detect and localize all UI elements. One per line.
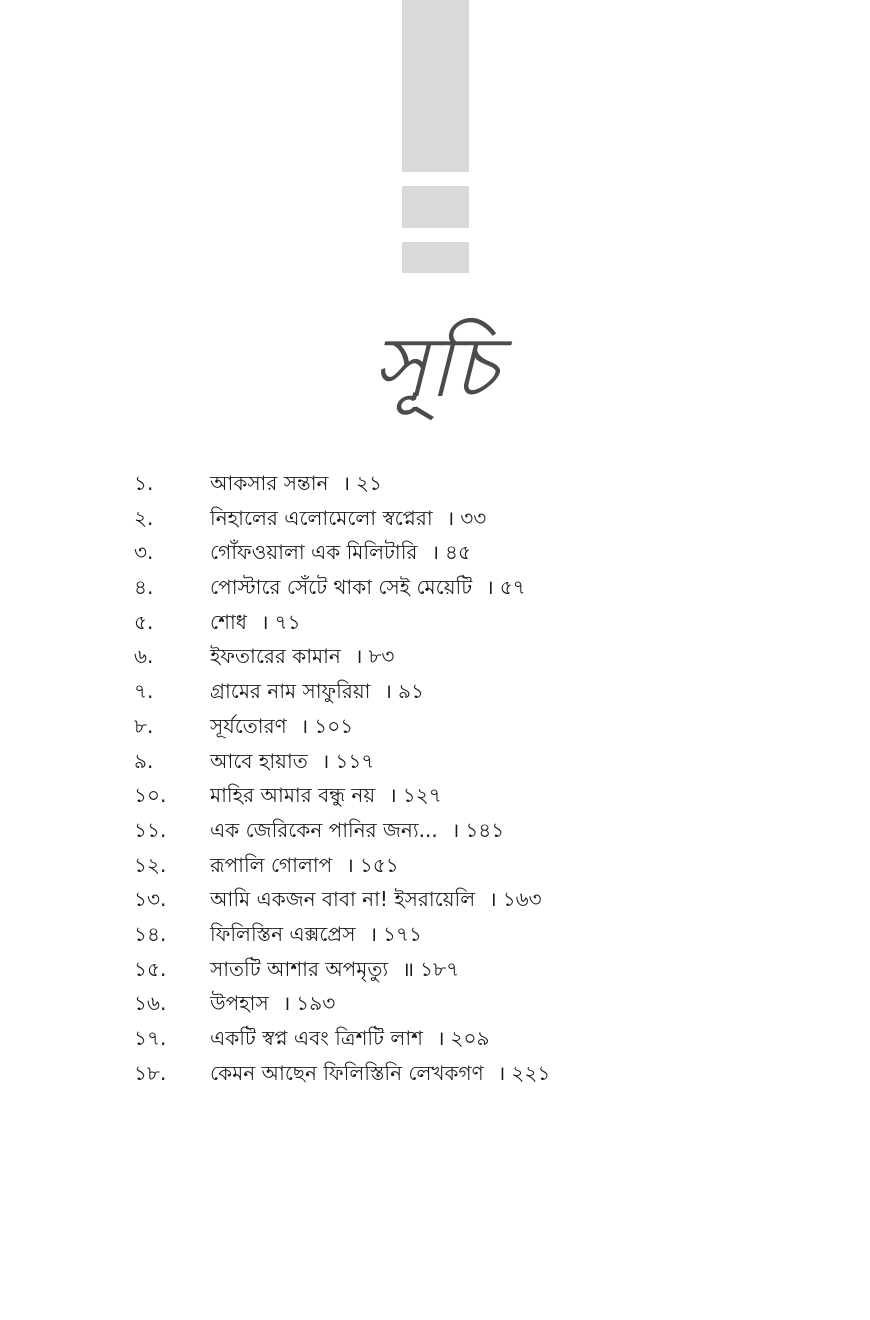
toc-entry-page-number: ৮৩: [368, 644, 395, 669]
toc-entry-number: ১৬.: [134, 991, 167, 1016]
toc-entry-number: ১.: [134, 471, 154, 495]
toc-entry-number: ১৮.: [134, 1060, 167, 1085]
toc-entry-separator: ।: [446, 505, 455, 530]
toc-entry: [134, 882, 834, 917]
table-of-contents: [134, 466, 834, 1090]
page-title: সূচি: [372, 318, 498, 416]
toc-entry: [134, 986, 834, 1021]
toc-entry-title: কেমন আছেন ফিলিস্তিনি লেখকগণ: [210, 1060, 484, 1085]
toc-entry-page-number: ১৭১: [383, 921, 423, 946]
toc-entry-number: ১৪.: [134, 921, 167, 946]
toc-entry: [134, 535, 834, 570]
toc-entry-title: আমি একজন বাবা না! ইসরায়েলি: [210, 887, 476, 912]
toc-entry-number: ৬.: [134, 644, 154, 669]
toc-entry-separator: ।: [346, 852, 354, 877]
toc-entry: [134, 674, 834, 709]
toc-entry-page-number: ১০১: [314, 713, 354, 738]
toc-entry-separator: ।: [431, 540, 440, 565]
toc-entry-number: ১৫.: [134, 956, 167, 981]
toc-entry-title: আকসার সন্তান: [210, 471, 329, 495]
toc-entry: [134, 1056, 834, 1091]
toc-entry-separator: ।: [260, 609, 269, 634]
toc-entry-title: নিহালের এলোমেলো স্বপ্নেরা: [210, 505, 433, 530]
toc-entry-number: ৩.: [134, 540, 154, 565]
decorative-bar-top: [402, 0, 469, 172]
toc-entry-number: ১৭.: [134, 1026, 167, 1050]
toc-entry-separator: ।: [321, 748, 330, 773]
toc-entry-separator: ।: [384, 679, 393, 704]
toc-entry-number: ১১.: [134, 817, 167, 842]
toc-entry: [134, 952, 834, 987]
toc-entry-number: ৯.: [134, 748, 154, 773]
toc-entry: [134, 917, 834, 952]
toc-entry-title: শোধ: [210, 609, 247, 634]
toc-entry-separator: ।: [282, 991, 291, 1016]
toc-entry-title: ফিলিস্তিন এক্সপ্রেস: [210, 921, 356, 946]
toc-entry-separator: ।: [389, 783, 397, 808]
toc-entry-title: ইফতারের কামান: [210, 644, 341, 669]
toc-entry-page-number: ৯১: [398, 679, 424, 704]
toc-entry: [134, 848, 834, 883]
toc-entry-title: সাতটি আশার অপমৃত্যু: [210, 956, 389, 981]
toc-entry-number: ৪.: [134, 575, 154, 600]
toc-entry-page-number: ২০৯: [450, 1026, 490, 1050]
toc-entry-number: ৮.: [134, 713, 154, 738]
toc-entry-title: উপহাস: [210, 991, 269, 1016]
toc-entry-separator: ।: [497, 1060, 506, 1085]
toc-entry-separator: ।: [354, 644, 363, 669]
toc-entry-title: গোঁফওয়ালা এক মিলিটারি: [210, 540, 418, 565]
toc-entry-number: ৫.: [134, 609, 154, 634]
toc-entry-page-number: ৩৩: [460, 505, 487, 530]
toc-entry: [134, 639, 834, 674]
toc-entry-separator: ।: [369, 921, 378, 946]
toc-entry-number: ১০.: [134, 783, 167, 808]
toc-entry-page-number: ১৪১: [465, 817, 505, 842]
toc-entry: [134, 1021, 834, 1056]
toc-entry-title: আবে হায়াত: [210, 748, 308, 773]
toc-entry: [134, 466, 834, 501]
toc-entry-page-number: ১১৭: [335, 748, 375, 773]
decorative-bar-middle: [402, 186, 469, 228]
decorative-bar-bottom: [402, 242, 469, 273]
toc-entry-separator: ।: [489, 887, 497, 912]
toc-entry-separator: ।: [436, 1026, 445, 1050]
toc-entry-page-number: ২২১: [511, 1060, 551, 1085]
toc-entry: [134, 605, 834, 640]
toc-entry-separator: ।: [486, 575, 494, 600]
toc-entry: [134, 778, 834, 813]
toc-entry-page-number: ১৯৩: [296, 991, 336, 1016]
toc-entry-number: ৭.: [134, 679, 154, 704]
toc-entry: [134, 501, 834, 536]
toc-entry-page-number: ৫৭: [499, 575, 526, 600]
toc-entry-title: মাহির আমার বন্ধু নয়: [210, 783, 376, 808]
toc-entry-page-number: ১৮৭: [420, 956, 460, 981]
toc-entry-title: গ্রামের নাম সাফুরিয়া: [210, 679, 371, 704]
toc-entry-number: ১২.: [134, 852, 167, 877]
toc-entry-page-number: ১৫১: [359, 852, 399, 877]
toc-entry-number: ২.: [134, 505, 154, 530]
toc-entry: [134, 570, 834, 605]
toc-entry: [134, 813, 834, 848]
toc-entry-number: ১৩.: [134, 887, 167, 912]
toc-entry-page-number: ১৬৩: [502, 887, 542, 912]
toc-entry-title: রূপালি গোলাপ: [210, 852, 333, 877]
toc-entry-title: পোস্টারে সেঁটে থাকা সেই মেয়েটি: [210, 575, 473, 600]
toc-entry-page-number: ৪৫: [445, 540, 471, 565]
toc-entry-title: সূর্যতোরণ: [210, 713, 287, 738]
toc-entry-separator: ॥: [402, 956, 415, 981]
toc-entry-page-number: ১২৭: [402, 783, 442, 808]
toc-entry-separator: ।: [451, 817, 460, 842]
toc-entry-title: এক জেরিকেন পানির জন্য...: [210, 817, 438, 842]
toc-entry: [134, 709, 834, 744]
toc-entry: [134, 744, 834, 779]
toc-entry-separator: ।: [342, 471, 351, 495]
toc-entry-separator: ।: [300, 713, 309, 738]
toc-entry-title: একটি স্বপ্ন এবং ত্রিশটি লাশ: [210, 1026, 423, 1050]
toc-entry-page-number: ৭১: [274, 609, 301, 634]
toc-entry-page-number: ২১: [356, 471, 383, 495]
